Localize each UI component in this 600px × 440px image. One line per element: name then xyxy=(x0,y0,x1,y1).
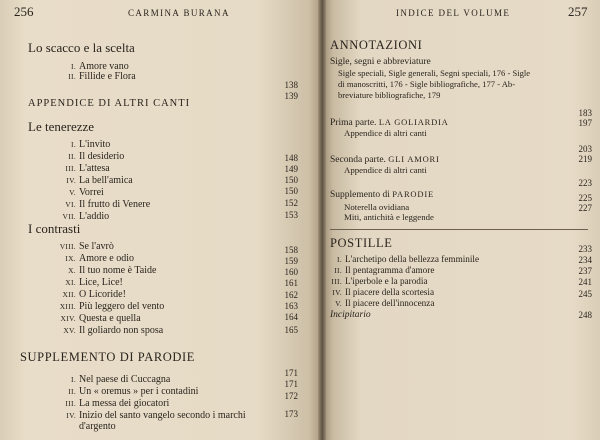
page-number: 241 xyxy=(578,277,592,287)
page-number: 164 xyxy=(284,312,298,322)
toc-entry: II. Un « oremus » per i contadini xyxy=(68,386,199,397)
seconda-appendix: Appendice di altri canti xyxy=(344,165,427,175)
toc-entry: VII. L'addio xyxy=(62,211,110,222)
section-title-contrasti: I contrasti xyxy=(28,221,81,236)
book-gutter xyxy=(318,0,326,440)
incipitario-heading: Incipitario xyxy=(330,310,371,320)
page-number: 158 xyxy=(284,245,298,255)
section-title-scacco: Lo scacco e la scelta xyxy=(28,40,135,55)
page-number: 160 xyxy=(284,267,298,277)
page-number: 165 xyxy=(284,325,298,335)
page-number: 150 xyxy=(284,186,298,196)
page-number: 138 xyxy=(284,80,298,90)
right-running-head: INDICE DEL VOLUME xyxy=(396,8,511,18)
supplemento-heading: Supplemento di PARODIE xyxy=(330,189,434,200)
page-number: 149 xyxy=(284,164,298,174)
toc-entry: XII. O Licoride! xyxy=(62,289,126,300)
sigle-line: breviature bibliografiche, 179 xyxy=(338,90,441,100)
divider-rule xyxy=(330,229,588,230)
left-running-head: CARMINA BURANA xyxy=(128,8,230,18)
postilla-entry: II. Il pentagramma d'amore xyxy=(334,265,435,275)
toc-entry: XIV. Questa e quella xyxy=(60,313,141,324)
toc-entry: XV. Il goliardo non sposa xyxy=(63,325,164,336)
page-number: 159 xyxy=(284,256,298,266)
page-number: 152 xyxy=(284,198,298,208)
postille-title: POSTILLE xyxy=(330,236,393,250)
toc-entry: XI. Lice, Lice! xyxy=(65,277,123,288)
section-title-supplemento: SUPPLEMENTO DI PARODIE xyxy=(20,350,196,364)
supp-entry: Noterella ovidiana xyxy=(344,202,410,212)
page-number: 172 xyxy=(284,391,298,401)
postilla-entry: I. L'archetipo della bellezza femminile xyxy=(337,254,480,264)
toc-entry-continuation: d'argento xyxy=(79,421,116,432)
page-number: 163 xyxy=(284,301,298,311)
toc-entry: X. Il tuo nome è Taide xyxy=(68,265,157,276)
page-number: 203 xyxy=(578,144,592,154)
appendix-title: APPENDICE DI ALTRI CANTI xyxy=(28,98,191,109)
sigle-line: Sigle, segni e abbreviature xyxy=(330,57,431,67)
page-number: 148 xyxy=(284,153,298,163)
toc-entry: II. Fillide e Flora xyxy=(68,71,136,82)
prima-appendix: Appendice di altri canti xyxy=(344,128,427,138)
left-folio: 256 xyxy=(14,4,34,19)
toc-entry: IV. Inizio del santo vangelo secondo i marchi xyxy=(66,410,246,421)
page-number: 225 xyxy=(578,193,592,203)
toc-entry: I. Nel paese di Cuccagna xyxy=(71,374,171,385)
toc-entry: III. La messa dei giocatori xyxy=(65,398,170,409)
page-number: 219 xyxy=(578,154,592,164)
page-number: 139 xyxy=(284,91,298,101)
page-number: 171 xyxy=(284,368,298,378)
right-page xyxy=(322,0,600,440)
annotazioni-title: ANNOTAZIONI xyxy=(330,38,423,52)
toc-entry: II. Il desiderio xyxy=(68,151,125,162)
toc-entry: III. L'attesa xyxy=(65,163,110,174)
toc-entry: VI. Il frutto di Venere xyxy=(65,199,151,210)
page-number: 234 xyxy=(578,255,592,265)
postilla-entry: IV. Il piacere della scortesia xyxy=(332,287,435,297)
toc-entry: XIII. Più leggero del vento xyxy=(59,301,165,312)
page-number: 173 xyxy=(284,409,298,419)
page-number: 150 xyxy=(284,175,298,185)
right-folio: 257 xyxy=(568,4,588,19)
page-number: 233 xyxy=(578,244,592,254)
page-number: 183 xyxy=(578,108,592,118)
toc-entry: IX. Amore e odio xyxy=(65,253,134,264)
page-number: 248 xyxy=(578,310,592,320)
page-number: 171 xyxy=(284,379,298,389)
page-number: 223 xyxy=(578,178,592,188)
page-number: 162 xyxy=(284,290,298,300)
page-number: 153 xyxy=(284,210,298,220)
seconda-parte-heading: Seconda parte. GLI AMORI xyxy=(330,154,440,165)
page-number: 245 xyxy=(578,289,592,299)
toc-entry: V. Vorrei xyxy=(69,187,104,198)
sigle-line: di manoscritti, 176 - Sigle bibliografiche, 177 - Ab- xyxy=(338,79,516,89)
page-number: 237 xyxy=(578,266,592,276)
page-number: 197 xyxy=(578,118,592,128)
page-number: 161 xyxy=(284,278,298,288)
toc-entry: I. L'invito xyxy=(71,139,111,150)
toc-entry: I. Amore vano xyxy=(71,61,129,72)
prima-parte-heading: Prima parte. LA GOLIARDIA xyxy=(330,117,449,128)
page-number: 227 xyxy=(578,203,592,213)
toc-entry: IV. La bell'amica xyxy=(66,175,133,186)
section-title-tenerezze: Le tenerezze xyxy=(28,119,95,134)
supp-entry: Miti, antichità e leggende xyxy=(344,212,434,222)
sigle-line: Sigle speciali, Sigle generali, Segni speciali, 176 - Sigle xyxy=(338,68,531,78)
postilla-entry: III. L'iperbole e la parodia xyxy=(331,276,428,286)
postilla-entry: V. Il piacere dell'innocenza xyxy=(335,298,435,308)
toc-entry: VIII. Se l'avrò xyxy=(59,241,114,252)
